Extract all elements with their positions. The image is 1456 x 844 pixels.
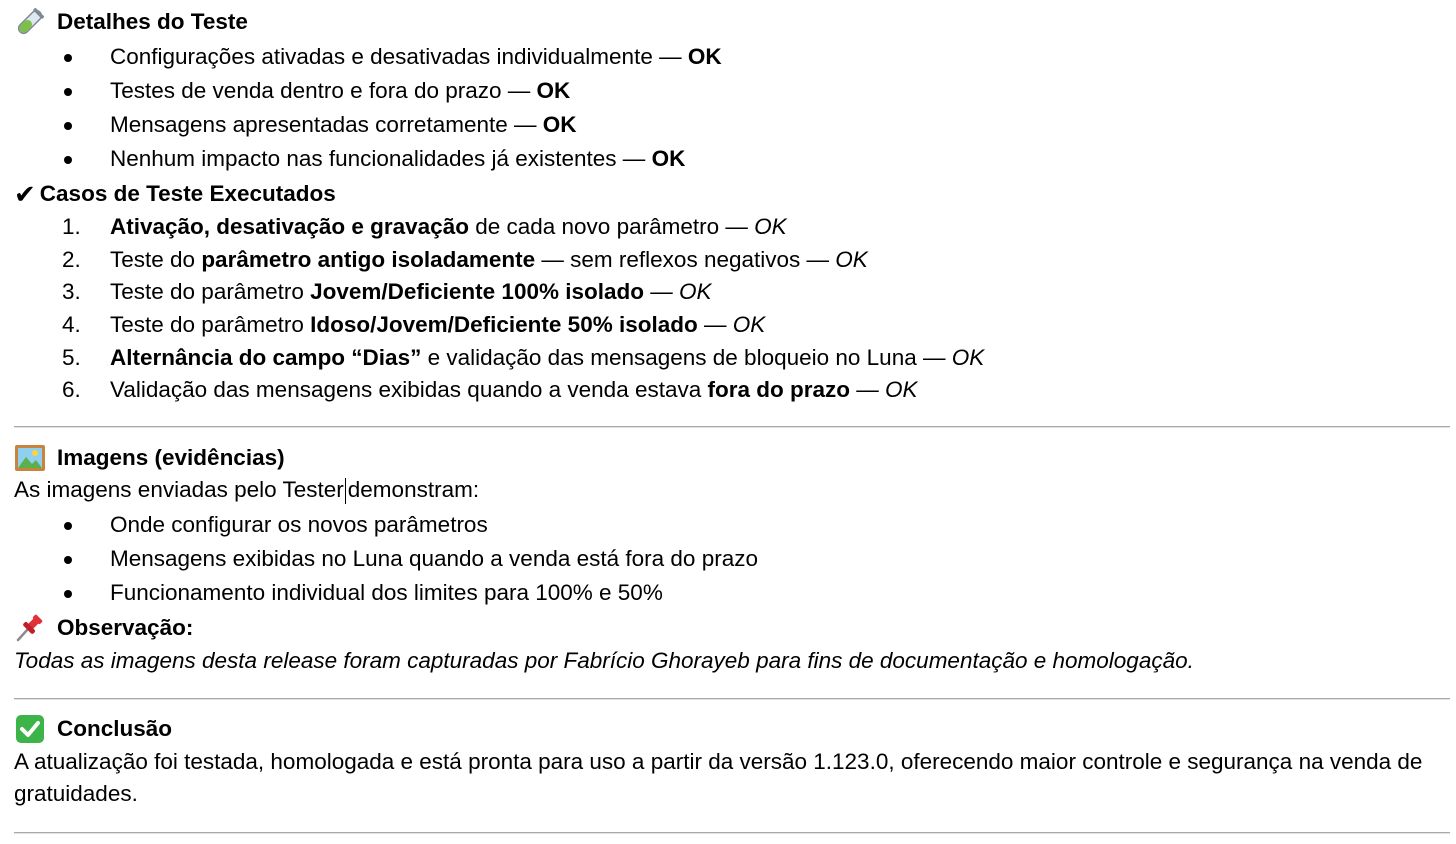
bullet-icon	[64, 54, 72, 62]
pushpin-icon	[14, 614, 46, 642]
conclusion-text: A atualização foi testada, homologada e está pronta para uso a partir da versão 1.123.0, oferecendo maior controle e segurança na venda de gratuidades.	[14, 749, 1423, 806]
check-box-icon	[14, 715, 46, 743]
horizontal-rule	[14, 698, 1450, 700]
test-cases-title: Casos de Teste Executados	[39, 181, 336, 206]
status-ok: OK	[687, 44, 722, 69]
status-ok: OK	[536, 78, 571, 103]
item-number: 4.	[62, 312, 81, 337]
test-details-heading	[14, 6, 248, 38]
status-ok: OK	[835, 247, 868, 272]
status-ok: OK	[651, 146, 686, 171]
images-title: Imagens (evidências)	[57, 445, 285, 470]
test-details-title: Detalhes do Teste	[57, 9, 248, 34]
observation-heading	[14, 612, 193, 644]
conclusion-heading	[14, 713, 172, 745]
status-ok: OK	[754, 214, 787, 239]
horizontal-rule	[14, 832, 1450, 834]
test-tube-icon	[14, 8, 46, 36]
item-number: 1.	[62, 214, 81, 239]
images-intro[interactable]: As imagens enviadas pelo Tester demonstram:	[14, 474, 479, 506]
observation-text: Todas as imagens desta release foram capturadas por Fabrício Ghorayeb para fins de documentação e homologação.	[14, 648, 1194, 673]
images-heading	[14, 442, 285, 474]
bullet-icon	[64, 156, 72, 164]
status-ok: OK	[951, 345, 985, 370]
item-number: 5.	[62, 345, 81, 370]
check-mark-icon: ✔	[14, 179, 36, 209]
status-ok: OK	[542, 112, 577, 137]
status-ok: OK	[885, 377, 918, 402]
bullet-icon	[64, 88, 72, 96]
horizontal-rule	[14, 426, 1450, 428]
status-ok: OK	[679, 279, 712, 304]
conclusion-title: Conclusão	[57, 716, 173, 741]
text-cursor	[345, 478, 346, 504]
framed-picture-icon	[14, 444, 46, 472]
bullet-icon	[64, 522, 72, 530]
bullet-icon	[64, 590, 72, 598]
item-number: 3.	[62, 279, 81, 304]
bullet-icon	[64, 122, 72, 130]
bullet-icon	[64, 556, 72, 564]
observation-title: Observação:	[57, 615, 194, 640]
item-number: 6.	[62, 377, 81, 402]
item-number: 2.	[62, 247, 81, 272]
test-cases-heading	[14, 178, 336, 210]
status-ok: OK	[732, 312, 766, 337]
